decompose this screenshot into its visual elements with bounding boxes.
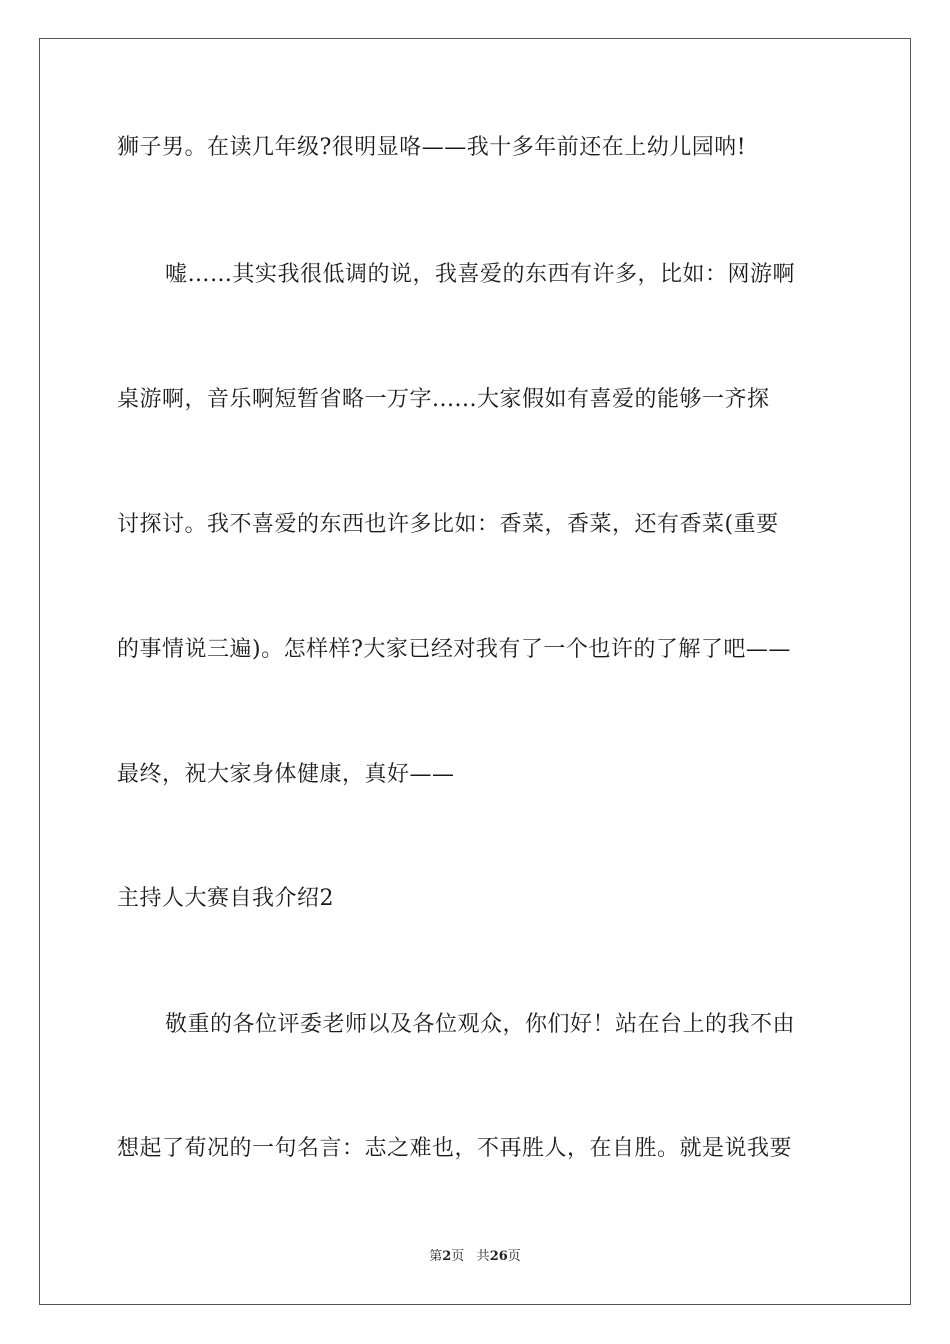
body-line-4: 讨探讨。我不喜爱的东西也许多比如：香菜，香菜，还有香菜(重要	[117, 512, 779, 537]
footer-total-pages: 26	[489, 1249, 508, 1264]
footer-total-suffix: 页	[507, 1249, 521, 1264]
body-line-6: 最终，祝大家身体健康，真好——	[117, 762, 455, 787]
footer-total-prefix: 共	[476, 1249, 490, 1264]
body-line-2: 嘘……其实我很低调的说，我喜爱的东西有许多，比如：网游啊	[165, 262, 796, 287]
body-line-3: 桌游啊，音乐啊短暂省略一万字......大家假如有喜爱的能够一齐探	[117, 387, 770, 412]
body-line-8: 想起了荀况的一句名言：志之难也，不再胜人，在自胜。就是说我要	[117, 1136, 793, 1161]
page-border	[39, 38, 911, 1305]
footer-page-suffix: 页	[451, 1249, 465, 1264]
footer-page-prefix: 第	[429, 1249, 443, 1264]
section-heading: 主持人大赛自我介绍2	[117, 886, 334, 911]
footer-page-number: 2	[442, 1249, 452, 1264]
body-line-1: 狮子男。在读几年级?很明显咯——我十多年前还在上幼儿园呐!	[117, 135, 747, 160]
body-line-5: 的事情说三遍)。怎样样?大家已经对我有了一个也许的了解了吧——	[117, 637, 791, 662]
body-line-7: 敬重的各位评委老师以及各位观众，你们好！站在台上的我不由	[165, 1012, 796, 1037]
page-footer	[0, 1245, 950, 1264]
